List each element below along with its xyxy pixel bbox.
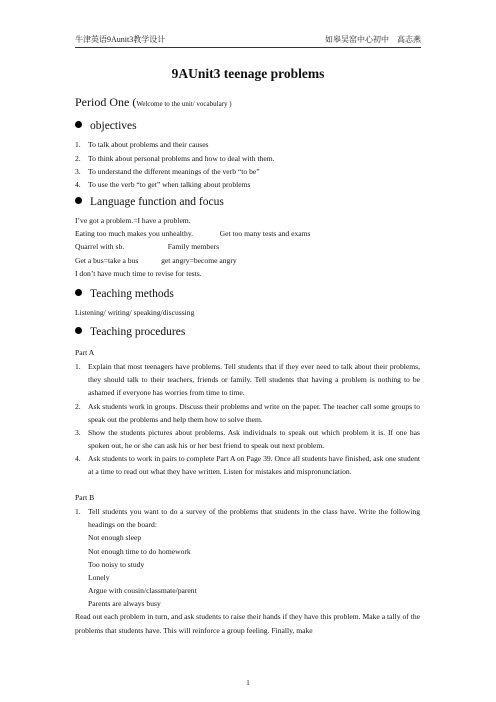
language-line: Eating too much makes you unhealthy. Get too many tests and exams xyxy=(75,229,311,238)
objective-number: 4. xyxy=(75,180,81,189)
procedure-number: 4. xyxy=(75,454,81,463)
period-title: Period One ( xyxy=(75,95,137,109)
survey-heading: Not enough sleep xyxy=(88,533,142,542)
procedures-heading-text: Teaching procedures xyxy=(90,326,186,338)
language-heading xyxy=(75,196,224,208)
header-author: 如皋吴窑中心初中 高志燕 xyxy=(325,35,421,44)
language-line: Quarrel with sb. Family members xyxy=(75,242,220,251)
procedure-item: Ask students to work in pairs to complete Part A on Page 39. Once all students have finished, ask one student at a time to read out what they have written. Listen for mistakes and mispronunciation. xyxy=(88,454,420,476)
procedure-item: Show the students pictures about problems. Ask individuals to speak out which problem it is. If one has spoken out, he or she can ask his or her best friend to speak out next problem. xyxy=(88,428,420,450)
page-header xyxy=(75,34,421,48)
header-divider xyxy=(75,47,421,48)
procedure-number: 1. xyxy=(75,507,81,516)
bullet-icon xyxy=(75,197,82,204)
part-b-label: Part B xyxy=(75,493,95,502)
methods-text: Listening/ writing/ speaking/discussing xyxy=(75,308,195,317)
period-note: Welcome to the unit/ vocabulary ) xyxy=(136,100,232,108)
period-heading xyxy=(75,95,232,110)
procedure-number: 2. xyxy=(75,402,81,411)
bullet-icon xyxy=(75,121,82,128)
bullet-icon xyxy=(75,327,82,334)
objective-item: To use the verb “to get” when talking about problems xyxy=(88,180,251,189)
procedure-item: Tell students you want to do a survey of the problems that students in the class have. Write the following headings on the board: xyxy=(88,507,420,529)
survey-heading: Too noisy to study xyxy=(88,560,145,569)
objectives-heading-text: objectives xyxy=(90,120,137,132)
objective-number: 2. xyxy=(75,154,81,163)
survey-heading: Argue with cousin/classmate/parent xyxy=(88,586,197,595)
procedure-number: 1. xyxy=(75,362,81,371)
language-line: Get a bus=take a bus get angry=become angry xyxy=(75,256,237,265)
methods-heading-text: Teaching methods xyxy=(90,288,174,300)
survey-heading: Not enough time to do homework xyxy=(88,547,191,556)
methods-heading xyxy=(75,288,174,300)
objective-number: 3. xyxy=(75,167,81,176)
part-a-label: Part A xyxy=(75,348,95,357)
closing-paragraph: Read out each problem in turn, and ask students to raise their hands if they have this problem. Make a tally of the problems that students have. This will reinforce a group feeling. Finally, make xyxy=(75,612,420,635)
document-title: 9AUnit3 teenage problems xyxy=(171,66,325,81)
objective-item: To understand the different meanings of the verb “to be” xyxy=(88,167,260,176)
procedure-number: 3. xyxy=(75,428,81,437)
bullet-icon xyxy=(75,289,82,296)
objective-item: To talk about problems and their causes xyxy=(88,140,209,149)
procedure-item: Explain that most teenagers have problems. Tell students that if they ever need to talk about their problems, they should talk to their teachers, friends or family. Tell students that having a problem is nothing to be ashamed if everyone has worries from time to time. xyxy=(88,362,420,397)
page-number: 1 xyxy=(246,679,250,687)
language-line: I’ve got a problem.=I have a problem. xyxy=(75,216,191,225)
language-heading-text: Language function and focus xyxy=(90,196,224,208)
language-line: I don’t have much time to revise for tests. xyxy=(75,269,202,278)
survey-heading: Parents are always busy xyxy=(88,599,161,608)
objective-item: To think about personal problems and how to deal with them. xyxy=(88,154,275,163)
objective-number: 1. xyxy=(75,140,81,149)
header-course-title: 牛津英语9Aunit3教学设计 xyxy=(75,35,166,44)
procedures-heading xyxy=(75,326,185,338)
objectives-heading xyxy=(75,120,137,132)
survey-heading: Lonely xyxy=(88,573,110,582)
procedure-item: Ask students work in groups. Discuss their problems and write on the paper. The teacher call some groups to speak out the problems and help them how to solve them. xyxy=(88,402,420,424)
